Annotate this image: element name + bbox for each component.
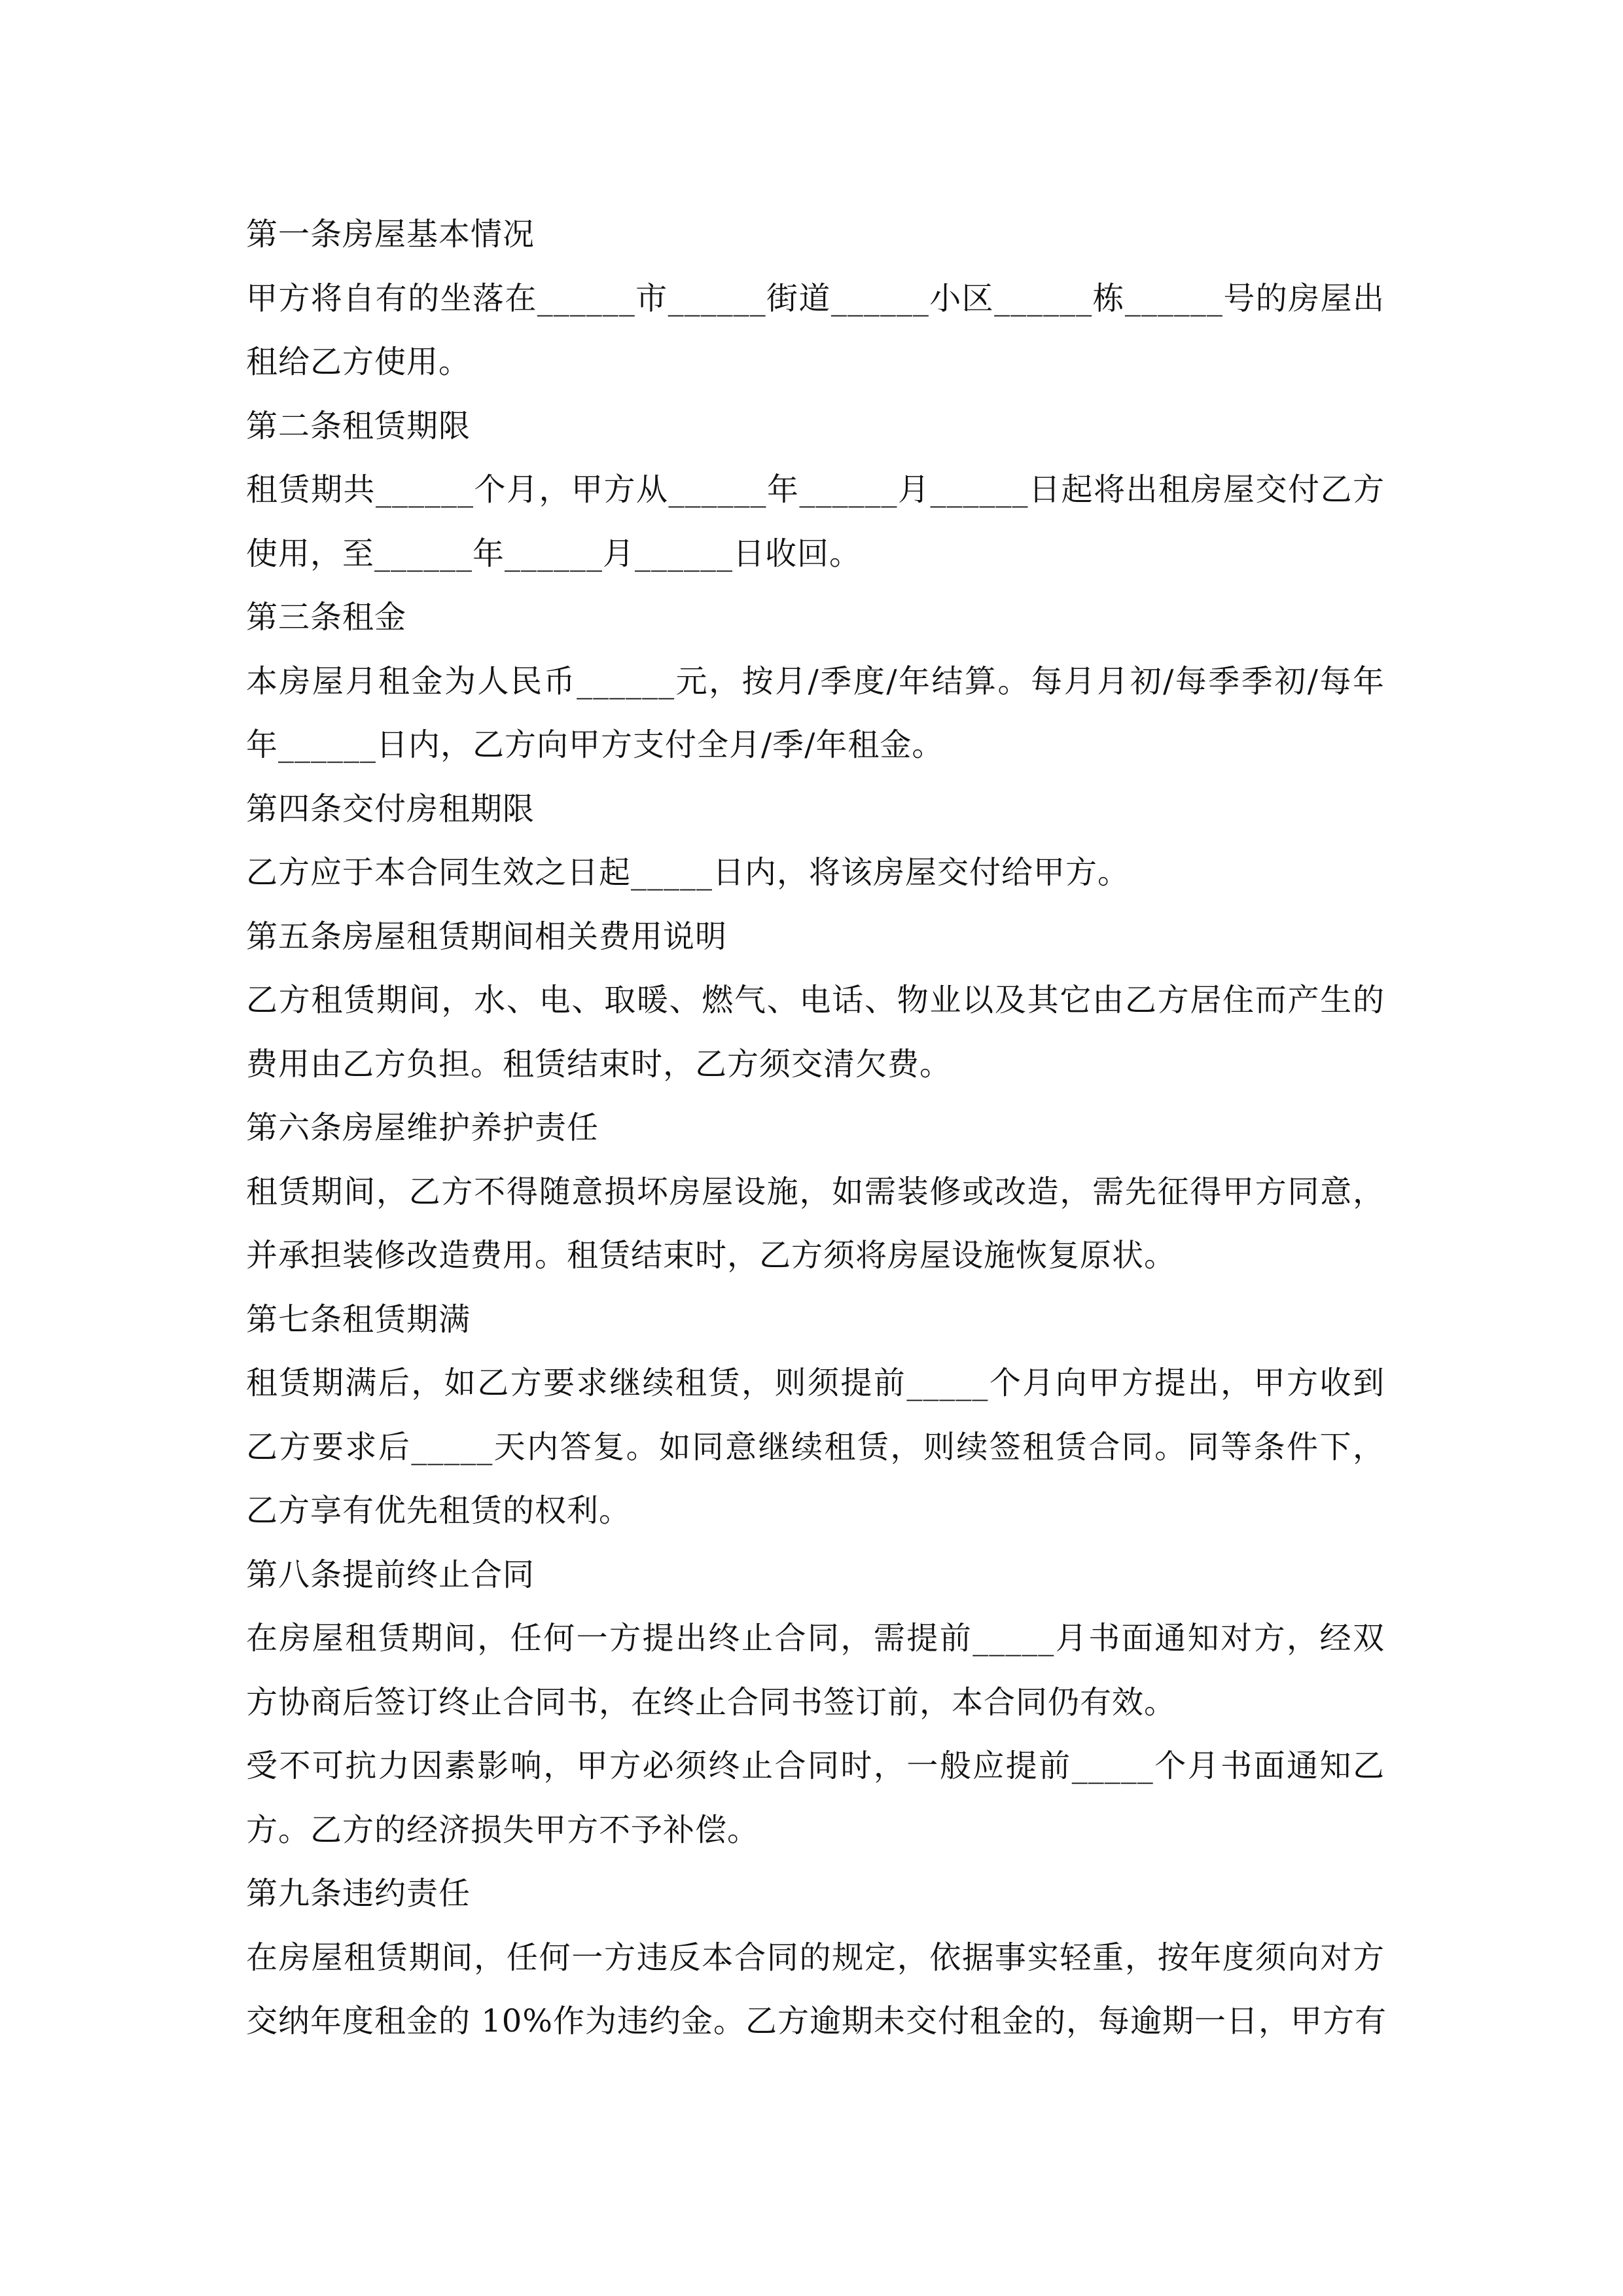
section-heading: 第九条违约责任	[246, 1875, 471, 1912]
body-text-line: 租赁期共______个月，甲方从______年______月______日起将出租房屋交付乙方	[246, 471, 1385, 508]
body-text-line: 乙方应于本合同生效之日起_____日内，将该房屋交付给甲方。	[246, 854, 1130, 891]
body-text-line: 受不可抗力因素影响，甲方必须终止合同时，一般应提前_____个月书面通知乙	[246, 1748, 1385, 1784]
body-text-line: 乙方租赁期间，水、电、取暖、燃气、电话、物业以及其它由乙方居住而产生的	[246, 982, 1385, 1018]
section-heading: 第七条租赁期满	[246, 1300, 471, 1338]
section-heading: 第六条房屋维护养护责任	[246, 1109, 599, 1146]
body-text-line: 方协商后签订终止合同书，在终止合同书签订前，本合同仍有效。	[246, 1683, 1177, 1721]
body-text-line: 乙方要求后_____天内答复。如同意继续租赁，则续签租赁合同。同等条件下，	[246, 1428, 1385, 1465]
section-heading: 第四条交付房租期限	[246, 790, 535, 827]
body-text-line: 使用，至______年______月______日收回。	[246, 535, 862, 572]
section-heading: 第一条房屋基本情况	[246, 216, 535, 253]
body-text-line: 乙方享有优先租赁的权利。	[246, 1492, 632, 1529]
section-heading: 第三条租金	[246, 599, 407, 636]
body-text-line: 甲方将自有的坐落在______市______街道______小区______栋______号的房屋出	[246, 279, 1385, 317]
section-heading: 第五条房屋租赁期间相关费用说明	[246, 918, 728, 955]
body-text-line: 交纳年度租金的 10%作为违约金。乙方逾期未交付租金的，每逾期一日，甲方有	[246, 2003, 1387, 2039]
body-text-line: 租给乙方使用。	[246, 344, 471, 380]
section-heading: 第二条租赁期限	[246, 407, 471, 444]
body-text-line: 在房屋租赁期间，任何一方提出终止合同，需提前_____月书面通知对方，经双	[246, 1620, 1385, 1657]
body-text-line: 租赁期满后，如乙方要求继续租赁，则须提前_____个月向甲方提出，甲方收到	[246, 1365, 1385, 1401]
contract-body	[246, 203, 1385, 2054]
body-text-line: 方。乙方的经济损失甲方不予补偿。	[246, 1811, 760, 1848]
section-heading: 第八条提前终止合同	[246, 1556, 535, 1593]
body-text-line: 年______日内，乙方向甲方支付全月/季/年租金。	[246, 726, 944, 763]
body-text-line: 费用由乙方负担。租赁结束时，乙方须交清欠费。	[246, 1045, 952, 1083]
body-text-line: 在房屋租赁期间，任何一方违反本合同的规定，依据事实轻重，按年度须向对方	[246, 1939, 1385, 1976]
body-text-line: 并承担装修改造费用。租赁结束时，乙方须将房屋设施恢复原状。	[246, 1237, 1177, 1274]
body-text-line: 租赁期间，乙方不得随意损坏房屋设施，如需装修或改造，需先征得甲方同意，	[246, 1173, 1385, 1210]
body-text-line: 本房屋月租金为人民币______元，按月/季度/年结算。每月月初/每季季初/每年	[246, 662, 1385, 700]
